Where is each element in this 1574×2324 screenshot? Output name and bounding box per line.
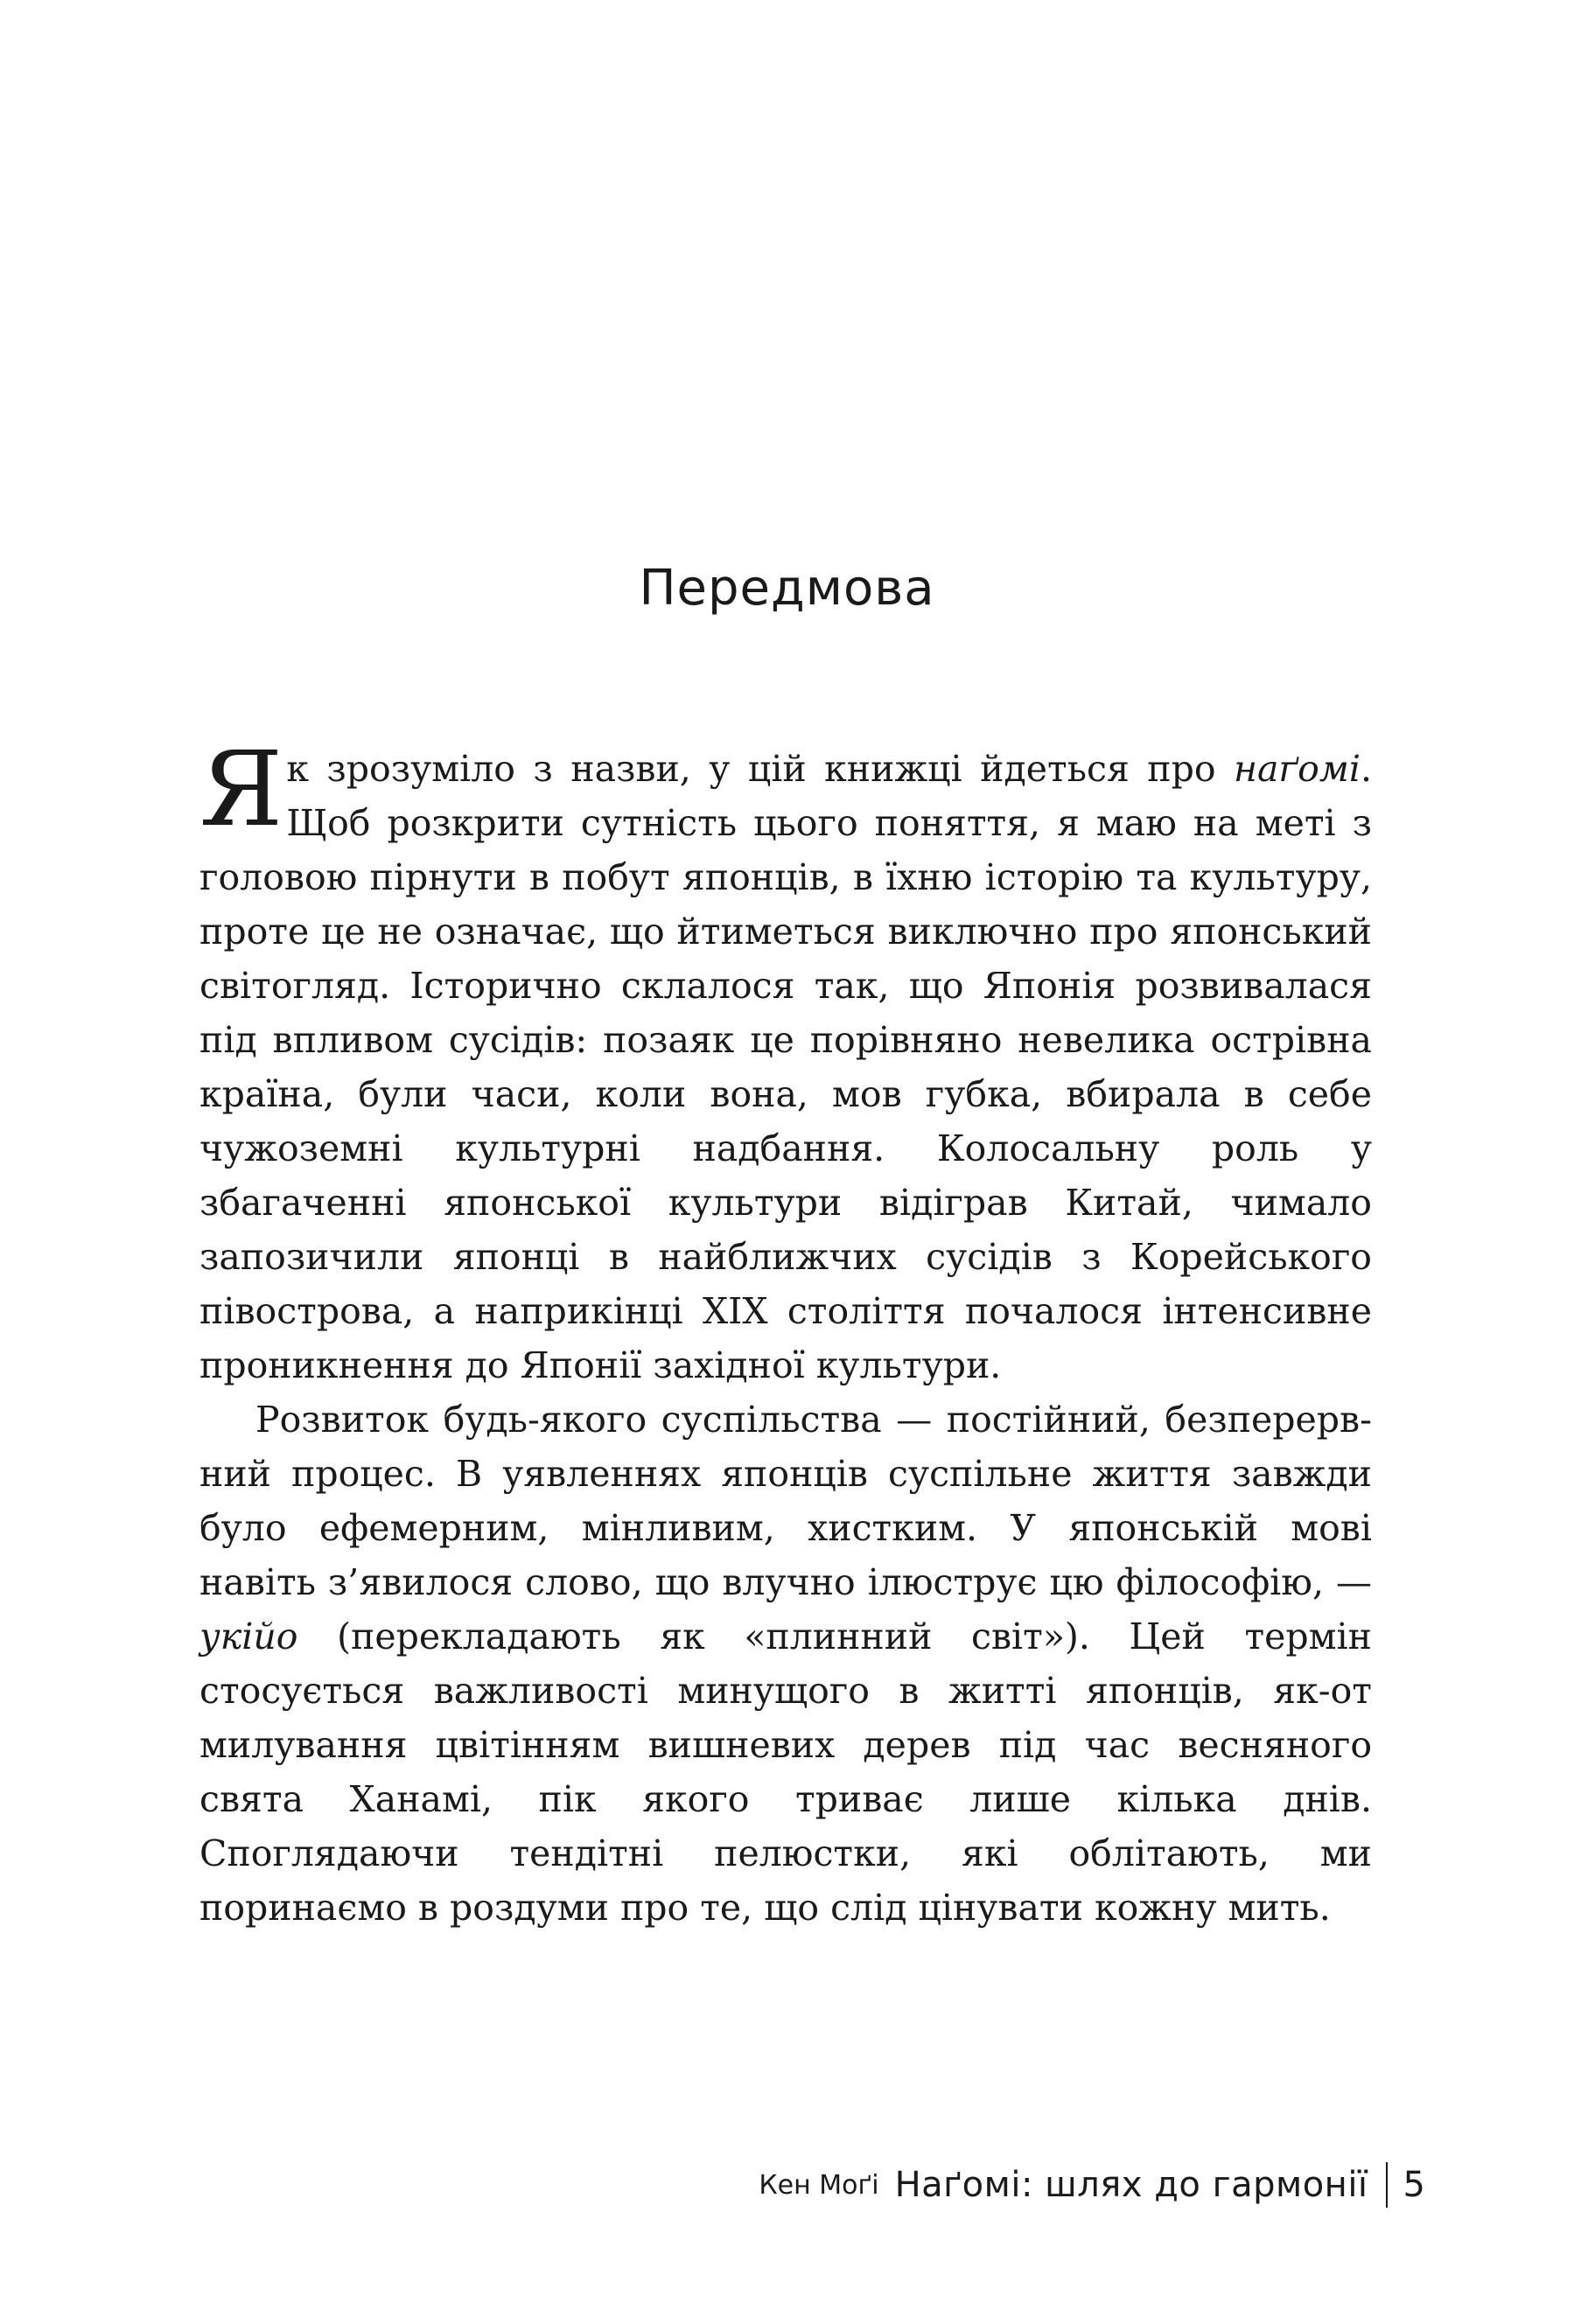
paragraph-1 bbox=[199, 729, 1372, 1392]
body-text bbox=[199, 729, 1372, 1935]
page-number: 5 bbox=[1403, 2165, 1425, 2205]
chapter-title: Передмова bbox=[639, 560, 935, 617]
footer-divider bbox=[1386, 2162, 1388, 2208]
running-footer bbox=[759, 2159, 1425, 2211]
term-ukiyo: укійо bbox=[199, 1616, 298, 1658]
paragraph-2-text-a: Розвиток будь-якого суспільства — постійний, безперервний процес. В уявленнях японців суспільне життя завжди було ефемерним, мінливим, хистким. У японській мові навіть з’явилося слово, що влучно ілюструє цю філософію, — bbox=[199, 1399, 1372, 1603]
footer-book-title: Наґомі: шлях до гармонії bbox=[894, 2165, 1368, 2205]
term-nagomi: наґомі bbox=[1234, 748, 1361, 790]
paragraph-2 bbox=[199, 1392, 1372, 1935]
paragraph-1-text-a: к зрозуміло з назви, у цій книжці йдеться про bbox=[286, 748, 1235, 790]
paragraph-2-text-b: (перекладають як «плинний світ»). Цей термін стосується важливості минущого в житті японців, як-от милування цвітінням вишневих дерев під час весняного свята Ханамі, пік якого триває лише кілька днів. Споглядаючи тендітні пелюстки, які облітають, ми поринаємо в роздуми про те, що слід цінувати кожну мить. bbox=[199, 1616, 1372, 1929]
paragraph-1-text-b: . Щоб розкрити сутність цього поняття, я маю на меті з головою пірнути в побут японців, в їхню історію та культуру, проте це не означає, що йтиметься виключно про японський світогляд. Історично склалося так, що Японія розвивалася під впливом сусідів: позаяк це порівняно невелика острівна країна, були часи, коли вона, мов губка, вбирала в себе чужоземні культурні надбання. Колосальну роль у збагаченні японської культури відіграв Китай, чимало запозичили японці в найближчих сусідів з Корейського півострова, а наприкінці XIX століття почалося інтенсивне проникнення до Японії західної культури. bbox=[199, 748, 1372, 1386]
drop-cap: Я bbox=[199, 729, 283, 849]
footer-author: Кен Моґі bbox=[759, 2169, 879, 2201]
